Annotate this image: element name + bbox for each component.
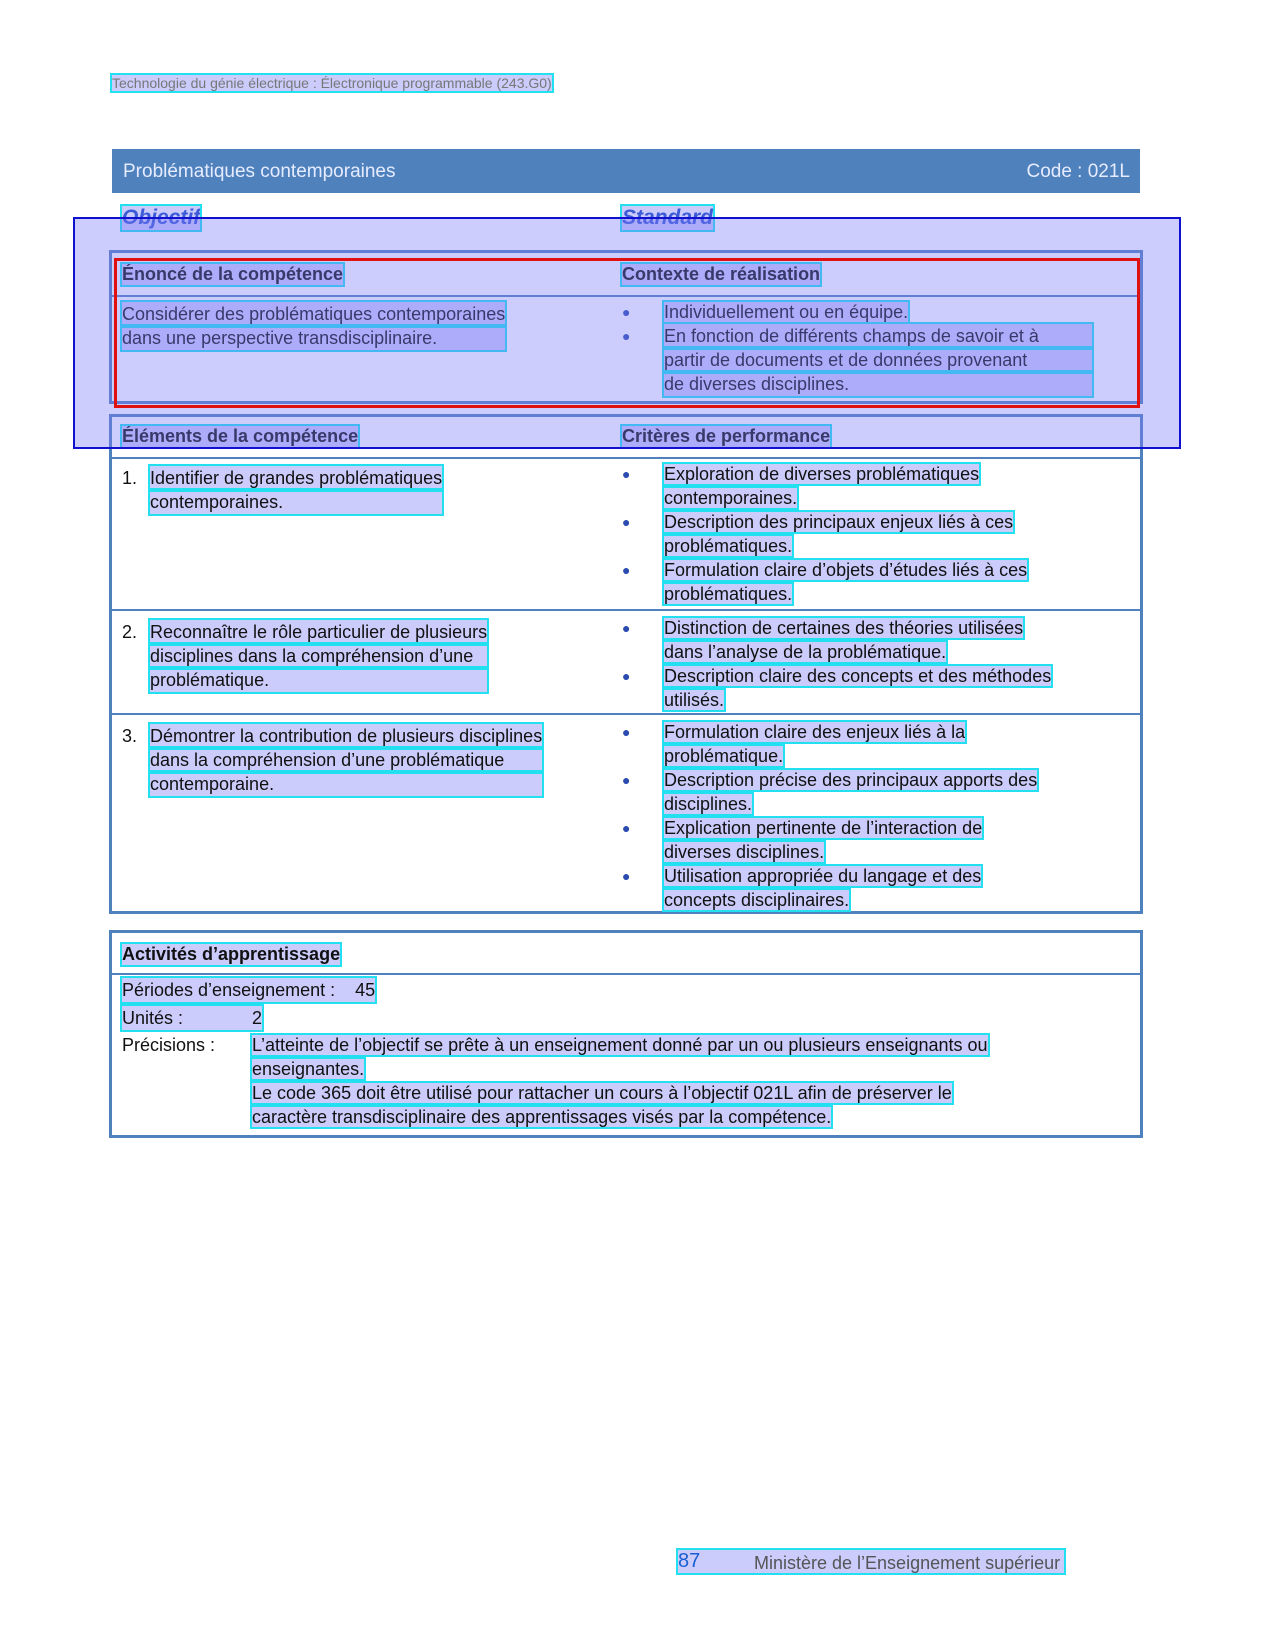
element-text: disciplines dans la compréhension d’une bbox=[150, 644, 487, 668]
bullet-icon: ● bbox=[622, 772, 631, 788]
element-item bbox=[122, 466, 442, 514]
element-text: Démontrer la contribution de plusieurs disciplines bbox=[150, 726, 543, 746]
element-text: problématique. bbox=[150, 668, 487, 692]
footer bbox=[678, 1550, 1064, 1573]
periodes-value: 45 bbox=[355, 980, 376, 1000]
running-header: Technologie du génie électrique : Électronique programmable (243.G0) bbox=[112, 75, 552, 91]
bullet-icon: ● bbox=[622, 820, 631, 836]
unites-row: Unités : 2 bbox=[122, 1008, 263, 1028]
criteria-list bbox=[622, 720, 1102, 912]
page-number: 87 bbox=[678, 1550, 701, 1572]
element-text: contemporaine. bbox=[150, 772, 542, 796]
list-item: ● Formulation claire d’objets d’études liés à ces problématiques. bbox=[622, 560, 1028, 604]
element-number: 1. bbox=[122, 468, 138, 488]
competency-title: Problématiques contemporaines bbox=[123, 161, 396, 182]
activites-heading: Activités d’apprentissage bbox=[122, 944, 341, 964]
list-item: ● Description claire des concepts et des méthodes utilisés. bbox=[622, 666, 1052, 710]
bullet-icon: ● bbox=[622, 514, 631, 530]
periodes-row: Périodes d’enseignement : 45 bbox=[122, 980, 376, 1000]
bullet-icon: ● bbox=[622, 562, 631, 578]
highlight-box bbox=[114, 258, 1140, 408]
element-item bbox=[122, 620, 487, 692]
bullet-icon: ● bbox=[622, 724, 631, 740]
list-item: ● Exploration de diverses problématiques contemporaines. bbox=[622, 464, 980, 508]
list-item: ● Utilisation appropriée du langage et des concepts disciplinaires. bbox=[622, 866, 982, 910]
list-item: ● Formulation claire des enjeux liés à la problématique. bbox=[622, 722, 966, 766]
bullet-icon: ● bbox=[622, 620, 631, 636]
bullet-icon: ● bbox=[622, 304, 631, 320]
contexte-heading: Contexte de réalisation bbox=[622, 264, 821, 284]
criteria-list bbox=[622, 462, 1102, 606]
precisions-label: Précisions : bbox=[122, 1035, 216, 1055]
competency-title-bar bbox=[112, 149, 1140, 193]
list-item: ● Explication pertinente de l’interaction de diverses disciplines. bbox=[622, 818, 983, 862]
element-number: 2. bbox=[122, 622, 138, 642]
list-item: ● En fonction de différents champs de savoir et à partir de documents et de données provenant de diverses disciplines. bbox=[622, 324, 1092, 396]
list-item: ● Individuellement ou en équipe. bbox=[622, 302, 909, 322]
element-text: Identifier de grandes problématiques bbox=[150, 468, 443, 488]
criteria-heading: Critères de performance bbox=[622, 426, 831, 446]
competency-code: Code : 021L bbox=[1026, 161, 1130, 182]
list-item: ● Description précise des principaux apports des disciplines. bbox=[622, 770, 1038, 814]
list-item: ● Description des principaux enjeux liés à ces problématiques. bbox=[622, 512, 1014, 556]
ministry-name: Ministère de l’Enseignement supérieur bbox=[754, 1553, 1061, 1573]
enonce-text: Considérer des problématiques contemporaines dans une perspective transdisciplinaire. bbox=[122, 304, 506, 348]
bullet-icon: ● bbox=[622, 868, 631, 884]
bullet-icon: ● bbox=[622, 668, 631, 684]
element-text: dans la compréhension d’une problématique bbox=[150, 748, 542, 772]
bullet-icon: ● bbox=[622, 466, 631, 482]
unites-value: 2 bbox=[252, 1008, 263, 1028]
element-number: 3. bbox=[122, 726, 138, 746]
list-item: ● Distinction de certaines des théories utilisées dans l’analyse de la problématique. bbox=[622, 618, 1024, 662]
precisions-text: L’atteinte de l’objectif se prête à un enseignement donné par un ou plusieurs enseignants ou enseignantes. Le code 365 doit être utilisé pour rattacher un cours à l’objectif 021L afin de préserver le caractère transdisciplinaire des apprentissages visés par la compétence. bbox=[252, 1035, 988, 1127]
enonce-heading: Énoncé de la compétence bbox=[122, 264, 344, 284]
criteria-list bbox=[622, 616, 1102, 712]
element-item bbox=[122, 724, 542, 796]
element-text: Reconnaître le rôle particulier de plusieurs bbox=[150, 622, 488, 642]
bullet-icon: ● bbox=[622, 328, 631, 344]
element-text: contemporaines. bbox=[150, 490, 442, 514]
standard-label: Standard bbox=[622, 206, 714, 229]
objectif-label: Objectif bbox=[122, 206, 201, 229]
elements-heading: Éléments de la compétence bbox=[122, 426, 359, 446]
